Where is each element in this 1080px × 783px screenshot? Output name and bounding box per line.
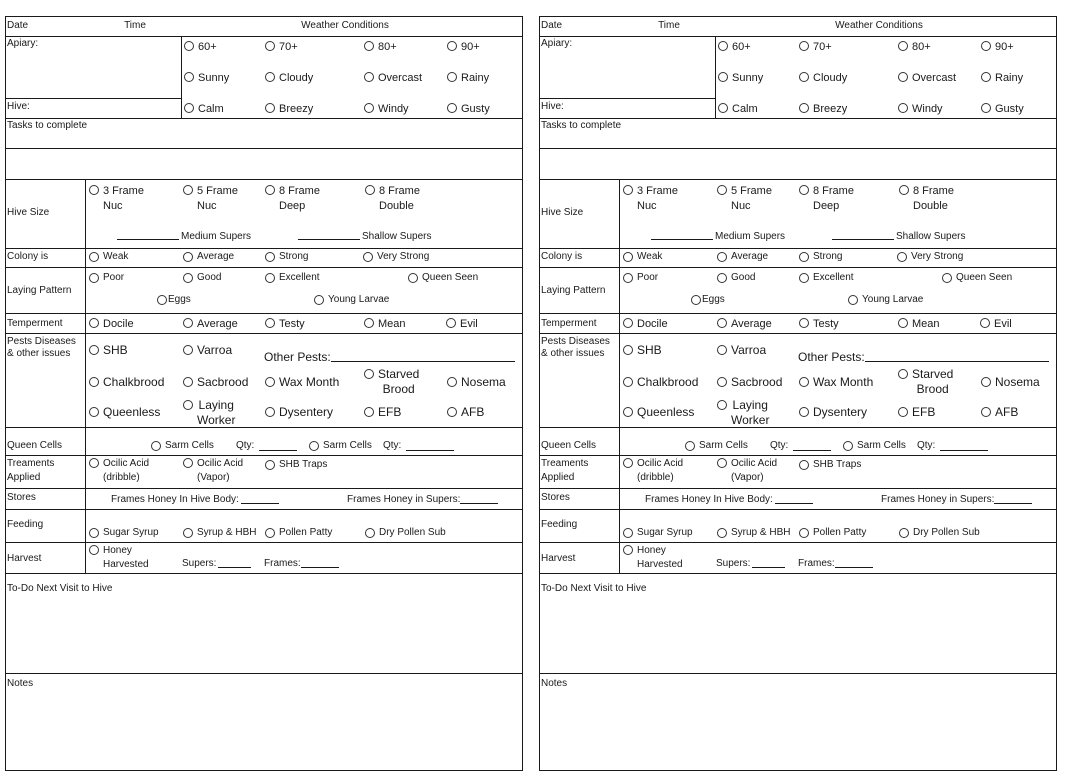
pests-label: Pests Diseases & other issues (541, 336, 610, 359)
radio-circle-icon (314, 295, 324, 305)
colony-option-weak[interactable]: Weak (89, 251, 128, 263)
pest-option-dysentery[interactable]: Dysentery (799, 405, 867, 420)
colony-option-weak[interactable]: Weak (623, 251, 662, 263)
laying-option-eggs[interactable]: Eggs (157, 294, 191, 306)
stores-supers-blank[interactable] (460, 494, 498, 504)
radio-circle-icon (408, 273, 418, 283)
radio-circle-icon (799, 528, 809, 538)
hive-size-8-frame-deep[interactable]: 8 Frame Deep (799, 184, 854, 214)
treatment-option-dribble[interactable]: Ocilic Acid (dribble) (89, 457, 149, 485)
medium-supers-label: Medium Supers (715, 231, 786, 242)
treatment-option-vapor[interactable]: Ocilic Acid (Vapor) (183, 457, 243, 485)
radio-circle-icon (623, 273, 633, 283)
radio-circle-icon (623, 528, 633, 538)
sky-option-cloudy[interactable]: Cloudy (265, 71, 313, 85)
harvest-frames-label: Frames: (264, 558, 301, 569)
radio-circle-icon (265, 528, 275, 538)
date-header: Date (7, 20, 29, 31)
colony-option-very-strong[interactable]: Very Strong (363, 251, 429, 263)
radio-circle-icon (447, 72, 457, 82)
radio-circle-icon (447, 407, 457, 417)
treatments-label: Treaments Applied (7, 458, 55, 483)
stores-label: Stores (541, 492, 570, 503)
radio-circle-icon (184, 41, 194, 51)
radio-circle-icon (799, 273, 809, 283)
wind-option-windy[interactable]: Windy (898, 102, 943, 116)
hive-size-8-frame-deep[interactable]: 8 Frame Deep (265, 184, 320, 214)
harvest-frames-label: Frames: (798, 558, 835, 569)
radio-circle-icon (717, 273, 727, 283)
harvest-frames-blank[interactable] (301, 558, 339, 568)
harvest-label: Harvest (541, 553, 576, 564)
radio-circle-icon (799, 41, 809, 51)
pest-option-nosema[interactable]: Nosema (447, 375, 506, 390)
radio-circle-icon (981, 407, 991, 417)
radio-circle-icon (183, 252, 193, 262)
temperament-option-average[interactable]: Average (183, 317, 238, 331)
temperament-option-testy[interactable]: Testy (799, 317, 839, 331)
radio-circle-icon (265, 273, 275, 283)
radio-circle-icon (89, 318, 99, 328)
hive-size-label: Hive Size (7, 207, 50, 218)
radio-circle-icon (157, 295, 167, 305)
harvest-label: Harvest (7, 553, 42, 564)
radio-circle-icon (897, 252, 907, 262)
temp-option-90[interactable]: 90+ (447, 40, 480, 54)
harvest-supers-blank[interactable] (752, 558, 785, 568)
queen-cells-qty-blank-2[interactable] (406, 441, 454, 451)
sky-option-overcast[interactable]: Overcast (898, 71, 956, 85)
apiary-label: Apiary: (7, 38, 39, 49)
radio-circle-icon (89, 252, 99, 262)
radio-circle-icon (309, 441, 319, 451)
stores-label: Stores (7, 492, 36, 503)
todo-label: To-Do Next Visit to Hive (541, 583, 647, 594)
shallow-supers-blank[interactable] (832, 230, 894, 240)
hive-size-8-frame-double[interactable]: 8 Frame Double (899, 184, 954, 214)
temp-option-90[interactable]: 90+ (981, 40, 1014, 54)
feeding-option-syrup-hbh[interactable]: Syrup & HBH (183, 527, 256, 539)
wind-option-gusty[interactable]: Gusty (981, 102, 1024, 116)
radio-circle-icon (265, 185, 275, 195)
radio-circle-icon (623, 318, 633, 328)
radio-circle-icon (364, 103, 374, 113)
radio-circle-icon (899, 185, 909, 195)
radio-circle-icon (183, 528, 193, 538)
radio-circle-icon (183, 400, 193, 410)
harvest-frames-blank[interactable] (835, 558, 873, 568)
hive-size-5-frame-nuc[interactable]: 5 Frame Nuc (717, 184, 772, 214)
radio-circle-icon (717, 528, 727, 538)
colony-option-strong[interactable]: Strong (799, 251, 842, 263)
weather-header: Weather Conditions (835, 20, 923, 31)
radio-circle-icon (623, 377, 633, 387)
temp-option-60[interactable]: 60+ (718, 40, 751, 54)
radio-circle-icon (89, 528, 99, 538)
treatment-option-dribble[interactable]: Ocilic Acid (dribble) (623, 457, 683, 485)
pest-option-wax-month[interactable]: Wax Month (265, 375, 339, 390)
temperament-label: Temperment (541, 318, 597, 329)
radio-circle-icon (183, 377, 193, 387)
radio-circle-icon (843, 441, 853, 451)
radio-circle-icon (365, 528, 375, 538)
pest-option-starved-brood[interactable]: Starved Brood (898, 367, 953, 397)
harvest-supers-label: Supers: (182, 558, 217, 569)
shallow-supers-blank[interactable] (298, 230, 360, 240)
temp-option-70[interactable]: 70+ (799, 40, 832, 54)
feeding-option-syrup-hbh[interactable]: Syrup & HBH (717, 527, 790, 539)
radio-circle-icon (899, 528, 909, 538)
laying-pattern-label: Laying Pattern (7, 285, 72, 296)
feeding-option-dry-pollen-sub[interactable]: Dry Pollen Sub (899, 527, 980, 539)
radio-circle-icon (183, 318, 193, 328)
temp-option-60[interactable]: 60+ (184, 40, 217, 54)
medium-supers-blank[interactable] (651, 230, 713, 240)
temperament-option-testy[interactable]: Testy (265, 317, 305, 331)
radio-circle-icon (717, 458, 727, 468)
other-pests-blank[interactable] (865, 352, 1049, 362)
radio-circle-icon (623, 252, 633, 262)
stores-supers-label: Frames Honey in Supers: (347, 494, 461, 505)
radio-circle-icon (89, 273, 99, 283)
pest-option-sacbrood[interactable]: Sacbrood (183, 375, 248, 390)
temp-option-80[interactable]: 80+ (364, 40, 397, 54)
temperament-option-docile[interactable]: Docile (89, 317, 134, 331)
radio-circle-icon (799, 72, 809, 82)
radio-circle-icon (898, 72, 908, 82)
radio-circle-icon (89, 377, 99, 387)
queen-cells-label: Queen Cells (7, 440, 63, 451)
pest-option-starved-brood[interactable]: Starved Brood (364, 367, 419, 397)
hive-label: Hive: (7, 101, 30, 112)
radio-circle-icon (898, 103, 908, 113)
radio-circle-icon (942, 273, 952, 283)
radio-circle-icon (265, 460, 275, 470)
feeding-option-sugar-syrup[interactable]: Sugar Syrup (623, 527, 693, 539)
notes-label: Notes (541, 678, 568, 689)
radio-circle-icon (265, 41, 275, 51)
colony-option-very-strong[interactable]: Very Strong (897, 251, 963, 263)
radio-circle-icon (265, 377, 275, 387)
laying-option-young-larvae[interactable]: Young Larvae (314, 294, 389, 306)
radio-circle-icon (799, 252, 809, 262)
laying-option-young-larvae[interactable]: Young Larvae (848, 294, 923, 306)
treatment-option-vapor[interactable]: Ocilic Acid (Vapor) (717, 457, 777, 485)
pest-option-efb[interactable]: EFB (898, 405, 935, 420)
radio-circle-icon (717, 185, 727, 195)
radio-circle-icon (623, 545, 633, 555)
sky-option-overcast[interactable]: Overcast (364, 71, 422, 85)
temperament-label: Temperment (7, 318, 63, 329)
feeding-option-pollen-patty[interactable]: Pollen Patty (799, 527, 866, 539)
radio-circle-icon (898, 369, 908, 379)
sky-option-sunny[interactable]: Sunny (718, 71, 763, 85)
colony-option-strong[interactable]: Strong (265, 251, 308, 263)
sky-option-cloudy[interactable]: Cloudy (799, 71, 847, 85)
hive-size-8-frame-double[interactable]: 8 Frame Double (365, 184, 420, 214)
radio-circle-icon (183, 345, 193, 355)
radio-circle-icon (718, 41, 728, 51)
feeding-option-sugar-syrup[interactable]: Sugar Syrup (89, 527, 159, 539)
laying-option-excellent[interactable]: Excellent (265, 272, 320, 284)
queen-cells-label: Queen Cells (541, 440, 597, 451)
laying-option-good[interactable]: Good (183, 272, 221, 284)
stores-supers-label: Frames Honey in Supers: (881, 494, 995, 505)
laying-pattern-label: Laying Pattern (541, 285, 606, 296)
queen-cells-qty-blank-1[interactable] (793, 441, 831, 451)
medium-supers-label: Medium Supers (181, 231, 252, 242)
radio-circle-icon (981, 377, 991, 387)
temperament-option-evil[interactable]: Evil (980, 317, 1012, 331)
radio-circle-icon (717, 252, 727, 262)
queen-cells-option-2[interactable]: Sarm Cells (309, 440, 372, 452)
stores-hive-body-blank[interactable] (241, 494, 279, 504)
hive-size-3-frame-nuc[interactable]: 3 Frame Nuc (623, 184, 678, 214)
radio-circle-icon (799, 377, 809, 387)
time-header: Time (124, 20, 146, 31)
radio-circle-icon (89, 458, 99, 468)
stores-hive-body-blank[interactable] (775, 494, 813, 504)
wind-option-breezy[interactable]: Breezy (799, 102, 847, 116)
queen-cells-option-2[interactable]: Sarm Cells (843, 440, 906, 452)
treatments-label: Treaments Applied (541, 458, 589, 483)
radio-circle-icon (265, 318, 275, 328)
sky-option-rainy[interactable]: Rainy (447, 71, 489, 85)
queen-cells-qty-label-1: Qty: (770, 440, 789, 451)
pest-option-nosema[interactable]: Nosema (981, 375, 1040, 390)
treatment-option-shb-traps[interactable]: SHB Traps (265, 459, 327, 471)
pest-option-shb[interactable]: SHB (89, 343, 128, 358)
laying-option-queen-seen[interactable]: Queen Seen (942, 272, 1012, 284)
radio-circle-icon (799, 185, 809, 195)
pest-option-afb[interactable]: AFB (447, 405, 484, 420)
radio-circle-icon (799, 103, 809, 113)
feeding-option-dry-pollen-sub[interactable]: Dry Pollen Sub (365, 527, 446, 539)
weather-header: Weather Conditions (301, 20, 389, 31)
radio-circle-icon (447, 103, 457, 113)
radio-circle-icon (364, 407, 374, 417)
radio-circle-icon (265, 72, 275, 82)
pest-option-chalkbrood[interactable]: Chalkbrood (89, 375, 164, 390)
pest-option-chalkbrood[interactable]: Chalkbrood (623, 375, 698, 390)
harvest-supers-label: Supers: (716, 558, 751, 569)
hive-size-5-frame-nuc[interactable]: 5 Frame Nuc (183, 184, 238, 214)
laying-option-excellent[interactable]: Excellent (799, 272, 854, 284)
queen-cells-option-1[interactable]: Sarm Cells (151, 440, 214, 452)
radio-circle-icon (717, 318, 727, 328)
other-pests-blank[interactable] (331, 352, 515, 362)
radio-circle-icon (981, 41, 991, 51)
harvest-option-honey-harvested[interactable]: Honey Harvested (89, 544, 149, 572)
pests-label: Pests Diseases & other issues (7, 336, 76, 359)
queen-cells-option-1[interactable]: Sarm Cells (685, 440, 748, 452)
radio-circle-icon (623, 407, 633, 417)
hive-label: Hive: (541, 101, 564, 112)
shallow-supers-label: Shallow Supers (896, 231, 966, 242)
shallow-supers-label: Shallow Supers (362, 231, 432, 242)
pest-option-afb[interactable]: AFB (981, 405, 1018, 420)
date-header: Date (541, 20, 563, 31)
pest-option-varroa[interactable]: Varroa (717, 343, 766, 358)
harvest-supers-blank[interactable] (218, 558, 251, 568)
radio-circle-icon (718, 103, 728, 113)
pest-option-efb[interactable]: EFB (364, 405, 401, 420)
wind-option-calm[interactable]: Calm (184, 102, 224, 116)
radio-circle-icon (265, 252, 275, 262)
radio-circle-icon (89, 545, 99, 555)
stores-supers-blank[interactable] (994, 494, 1032, 504)
temperament-option-mean[interactable]: Mean (364, 317, 406, 331)
other-pests-label: Other Pests: (798, 350, 865, 364)
radio-circle-icon (363, 252, 373, 262)
radio-circle-icon (89, 185, 99, 195)
wind-option-gusty[interactable]: Gusty (447, 102, 490, 116)
radio-circle-icon (799, 407, 809, 417)
treatment-option-shb-traps[interactable]: SHB Traps (799, 459, 861, 471)
medium-supers-blank[interactable] (117, 230, 179, 240)
tasks-label: Tasks to complete (541, 120, 622, 131)
radio-circle-icon (717, 377, 727, 387)
pest-option-queenless[interactable]: Queenless (89, 405, 160, 420)
feeding-option-pollen-patty[interactable]: Pollen Patty (265, 527, 332, 539)
stores-hive-body-label: Frames Honey In Hive Body: (111, 494, 239, 505)
colony-option-average[interactable]: Average (717, 251, 768, 263)
notes-label: Notes (7, 678, 34, 689)
laying-option-queen-seen[interactable]: Queen Seen (408, 272, 478, 284)
radio-circle-icon (799, 460, 809, 470)
radio-circle-icon (898, 41, 908, 51)
radio-circle-icon (623, 185, 633, 195)
queen-cells-qty-label-2: Qty: (383, 440, 402, 451)
feeding-label: Feeding (7, 519, 44, 530)
radio-circle-icon (265, 407, 275, 417)
wind-option-calm[interactable]: Calm (718, 102, 758, 116)
pest-option-sacbrood[interactable]: Sacbrood (717, 375, 782, 390)
radio-circle-icon (848, 295, 858, 305)
radio-circle-icon (981, 72, 991, 82)
sky-option-sunny[interactable]: Sunny (184, 71, 229, 85)
radio-circle-icon (718, 72, 728, 82)
radio-circle-icon (898, 318, 908, 328)
temperament-option-mean[interactable]: Mean (898, 317, 940, 331)
radio-circle-icon (183, 273, 193, 283)
radio-circle-icon (447, 41, 457, 51)
radio-circle-icon (184, 103, 194, 113)
stores-hive-body-label: Frames Honey In Hive Body: (645, 494, 773, 505)
pest-option-varroa[interactable]: Varroa (183, 343, 232, 358)
radio-circle-icon (717, 400, 727, 410)
radio-circle-icon (623, 345, 633, 355)
hive-size-3-frame-nuc[interactable]: 3 Frame Nuc (89, 184, 144, 214)
laying-option-good[interactable]: Good (717, 272, 755, 284)
radio-circle-icon (89, 345, 99, 355)
laying-option-poor[interactable]: Poor (623, 272, 658, 284)
radio-circle-icon (691, 295, 701, 305)
radio-circle-icon (685, 441, 695, 451)
pest-option-queenless[interactable]: Queenless (623, 405, 694, 420)
colony-label: Colony is (541, 251, 583, 262)
radio-circle-icon (446, 318, 456, 328)
harvest-option-honey-harvested[interactable]: Honey Harvested (623, 544, 683, 572)
pest-option-laying-worker[interactable]: Laying Worker (717, 398, 769, 428)
queen-cells-qty-blank-2[interactable] (940, 441, 988, 451)
other-pests-label: Other Pests: (264, 350, 331, 364)
radio-circle-icon (89, 407, 99, 417)
radio-circle-icon (799, 318, 809, 328)
radio-circle-icon (184, 72, 194, 82)
time-header: Time (658, 20, 680, 31)
laying-option-poor[interactable]: Poor (89, 272, 124, 284)
radio-circle-icon (898, 407, 908, 417)
colony-label: Colony is (7, 251, 49, 262)
radio-circle-icon (447, 377, 457, 387)
radio-circle-icon (183, 185, 193, 195)
inspection-form-left (5, 16, 523, 771)
temp-option-70[interactable]: 70+ (265, 40, 298, 54)
tasks-label: Tasks to complete (7, 120, 88, 131)
wind-option-windy[interactable]: Windy (364, 102, 409, 116)
queen-cells-qty-blank-1[interactable] (259, 441, 297, 451)
laying-option-eggs[interactable]: Eggs (691, 294, 725, 306)
feeding-label: Feeding (541, 519, 578, 530)
apiary-label: Apiary: (541, 38, 573, 49)
radio-circle-icon (717, 345, 727, 355)
temperament-option-average[interactable]: Average (717, 317, 772, 331)
pest-option-laying-worker[interactable]: Laying Worker (183, 398, 235, 428)
radio-circle-icon (151, 441, 161, 451)
pest-option-shb[interactable]: SHB (623, 343, 662, 358)
queen-cells-qty-label-1: Qty: (236, 440, 255, 451)
queen-cells-qty-label-2: Qty: (917, 440, 936, 451)
hive-size-label: Hive Size (541, 207, 584, 218)
inspection-form-right (539, 16, 1057, 771)
radio-circle-icon (365, 185, 375, 195)
pest-option-wax-month[interactable]: Wax Month (799, 375, 873, 390)
radio-circle-icon (980, 318, 990, 328)
radio-circle-icon (183, 458, 193, 468)
radio-circle-icon (364, 72, 374, 82)
radio-circle-icon (364, 41, 374, 51)
colony-option-average[interactable]: Average (183, 251, 234, 263)
temperament-option-docile[interactable]: Docile (623, 317, 668, 331)
wind-option-breezy[interactable]: Breezy (265, 102, 313, 116)
todo-label: To-Do Next Visit to Hive (7, 583, 113, 594)
temperament-option-evil[interactable]: Evil (446, 317, 478, 331)
radio-circle-icon (265, 103, 275, 113)
sky-option-rainy[interactable]: Rainy (981, 71, 1023, 85)
radio-circle-icon (981, 103, 991, 113)
temp-option-80[interactable]: 80+ (898, 40, 931, 54)
pest-option-dysentery[interactable]: Dysentery (265, 405, 333, 420)
radio-circle-icon (364, 369, 374, 379)
radio-circle-icon (623, 458, 633, 468)
radio-circle-icon (364, 318, 374, 328)
